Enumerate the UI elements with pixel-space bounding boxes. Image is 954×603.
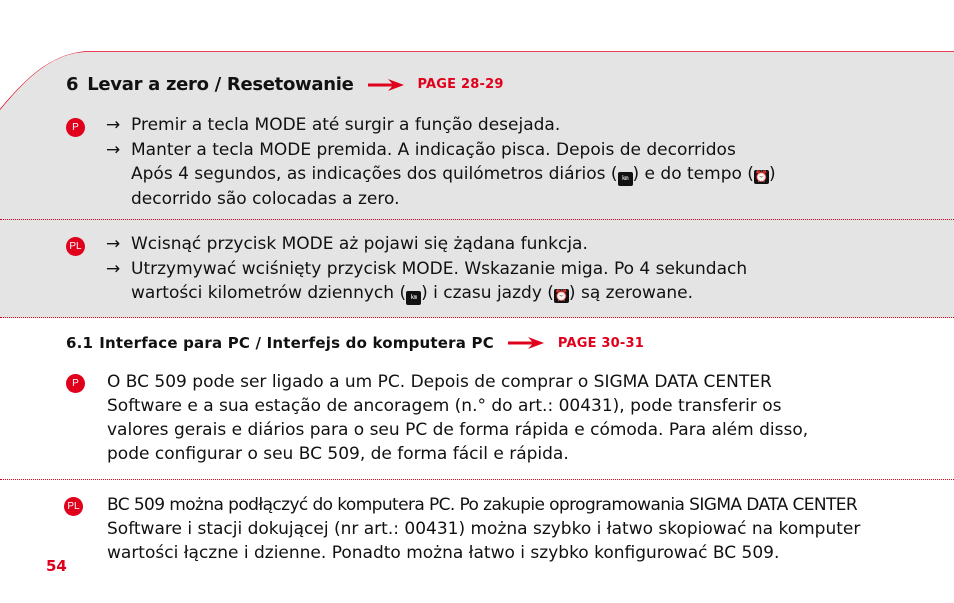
- section-61-p-text: O BC 509 pode ser ligado a um PC. Depois de comprar o SIGMA DATA CENTER Software e a sua estação de ancoragem (n.° do art.: 00431), pode transferir os valores gerais e diários para o seu PC de forma rápida e cómoda. Para além disso, pode configurar o seu BC 509, de forma fácil e rápida.: [107, 372, 809, 464]
- divider: [0, 317, 954, 318]
- clock-icon: ⏰: [754, 170, 769, 183]
- km-icon: km: [618, 172, 633, 186]
- page-number: 54: [46, 557, 67, 575]
- list-item: → Wcisnąć przycisk MODE aż pojawi się żądana funkcja.: [106, 232, 747, 257]
- km-icon: km: [406, 291, 421, 305]
- list-item: → Utrzymywać wciśnięty przycisk MODE. Wskazanie miga. Po 4 sekundach wartości kilometrów dziennych ( km ) i czasu jazdy (⏰) są zerowane.: [106, 258, 748, 303]
- divider: [0, 479, 954, 480]
- arrow-icon: →: [106, 258, 121, 279]
- section-6-pl-text: [106, 232, 747, 306]
- lang-badge-pl: PL: [66, 237, 85, 256]
- red-arrow-icon: [508, 336, 544, 350]
- list-item: → Premir a tecla MODE até surgir a função desejada.: [106, 113, 776, 138]
- section-6-header: [66, 74, 504, 95]
- section-61-header: [66, 334, 644, 352]
- section-61-pl-text: BC 509 można podłączyć do komputera PC. Po zakupie oprogramowania SIGMA DATA CENTER Software i stacji dokującej (nr art.: 00431) można szybko i łatwo skopiować na komputer wartości łączne i dzienne. Ponadto można łatwo i szybko konfigurować BC 509.: [107, 495, 861, 563]
- arrow-icon: →: [106, 234, 121, 254]
- divider: [0, 219, 954, 220]
- section-61-number: 6.1: [66, 334, 94, 352]
- section-6-title: Levar a zero / Resetowanie: [87, 74, 354, 95]
- section-61-title: Interface para PC / Interfejs do komputera PC: [99, 334, 494, 352]
- lang-badge-p: P: [66, 374, 85, 393]
- lang-badge-p: P: [66, 118, 85, 137]
- arrow-icon: →: [106, 115, 121, 135]
- section-6-number: 6: [66, 74, 79, 95]
- section-6-page-ref: PAGE 28-29: [417, 77, 504, 92]
- section-61-page-ref: PAGE 30-31: [557, 335, 644, 351]
- red-arrow-icon: [368, 78, 404, 92]
- arrow-icon: →: [106, 139, 121, 160]
- section-6-p-text: [106, 113, 776, 211]
- lang-badge-pl: PL: [64, 497, 83, 516]
- clock-icon: ⏰: [554, 289, 569, 302]
- list-item: → Manter a tecla MODE premida. A indicação pisca. Depois de decorridos Após 4 segundos, as indicações dos quilómetros diários ( km ) e do tempo (⏰) decorrido são colocadas a zero.: [106, 139, 776, 209]
